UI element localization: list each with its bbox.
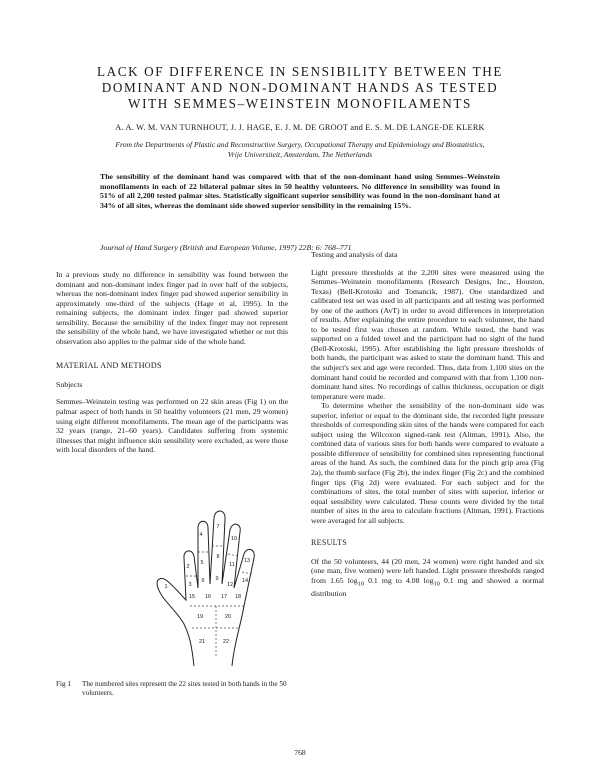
- hand-outline-diagram: [150, 488, 280, 668]
- results-paragraph: Of the 50 volunteers, 44 (20 men, 24 women) were right handed and six (one man, five women) were left handed. Light pressure thresholds ranged from 1.65 $\log_{10} 0.1$ mg to 4.08 $\log_{10} 0.1$ mg and showed a normal distribution: [311, 556, 544, 599]
- site-label-3: 3: [188, 582, 192, 588]
- journal-citation: Journal of Hand Surgery (British and European Volume, 1997) 22B: 6: 768–771: [100, 243, 352, 252]
- testing-paragraph-2: To determine whether the sensibility of the non-dominant side was superior, inferior or equal to the dominant side, the recorded light pressure thresholds of corresponding skin sites of the hands were compared for each subject using the Wilcoxon signed-rank test (Altman, 1991). Also, the combined data of various sites for both hands were compared to evaluate a possible difference of sensibility for combined sites representing functional areas of the hand. As such, the combined data for the pinch grip area (Fig 2a), the thumb surface (Fig 2b), the index finger (Fig 2c) and the combined finger tips (Fig 2d) were evaluated. For each subject and for the combinations of sites, the total number of sites with superior, inferior or equal sensibility were calculated. These counts were divided by the total number of sites in the area to calculate fractions (Altman, 1991). Fractions were averaged for all subjects.: [311, 401, 544, 525]
- testing-paragraph-1: Light pressure thresholds at the 2,200 sites were measured using the Semmes–Weinstein monofilaments (Research Designs, Inc., Houston, Texas) (Bell-Krotoski and Tomancik, 1987). One standardized and calibrated test set was used in all participants and all testing was performed by one of the authors (AvT) in order to avoid differences in interpretation of results. After explaining the entire procedure to each volunteer, the hand to be tested first was chosen at random. While tested, the hand was supported on a folded towel and the participant had no sight of the hand (Bell-Krotoski, 1995). After establishing the light pressure thresholds of both hands, the participant was asked to state the dominant hand. This and the subject's sex and age were recorded. Thus, data from 1,100 sites on the dominant hand could be recorded and compared with that from 1,100 non-dominant hand sites. No recordings of callus thickness, occupation or digit temperature were made.: [311, 267, 544, 401]
- site-label-4: 4: [199, 532, 203, 538]
- site-label-22: 22: [222, 639, 230, 645]
- site-label-12: 12: [226, 582, 234, 588]
- title-line-3: WITH SEMMES–WEINSTEIN MONOFILAMENTS: [128, 96, 472, 111]
- title-line-1: LACK OF DIFFERENCE IN SENSIBILITY BETWEEN THE: [96, 64, 504, 79]
- figure-label: Fig 1: [56, 680, 71, 688]
- section-heading-results: RESULTS: [311, 538, 348, 548]
- right-column: [311, 250, 544, 599]
- affiliation-line-1: From the Departments of Plastic and Reconstructive Surgery, Occupational Therapy and Epidemiology and Biostatistics,: [115, 140, 485, 149]
- site-label-20: 20: [224, 614, 232, 620]
- site-label-17: 17: [220, 594, 228, 600]
- hand-outline: [157, 511, 254, 666]
- article-title: [60, 64, 540, 112]
- site-label-8: 8: [216, 554, 220, 560]
- site-label-2: 2: [186, 564, 190, 570]
- abstract: The sensibility of the dominant hand was compared with that of the non-dominant hand using Semmes–Weinstein monofilaments in each of 22 bilateral palmar sites in 50 healthy volunteers. No difference in sensibility was found in 51% of all 2,200 tested palmar sites. Statistically significant superior sensibility was found in the non-dominant hand at 34% of all sites, whereas the dominant side showed superior sensibility in the remaining 15%.: [100, 172, 500, 211]
- hand-figure: [150, 488, 280, 668]
- site-label-16: 16: [204, 594, 212, 600]
- affiliation: [40, 140, 560, 160]
- site-label-13: 13: [243, 558, 251, 564]
- left-column: [56, 270, 288, 455]
- intro-paragraph: In a previous study no difference in sensibility was found between the dominant and non-dominant index finger pad in over half of the subjects, whereas the non-dominant index finger pad showed superior sensibility in approximately one-third of the subjects (Hage et al, 1995). In the remaining subjects, the dominant index finger pad showed superior sensibility. Because the sensibility of the index finger may not represent the sensibility of the whole hand, we have investigated whether or not this observation also applies to the palmar side of the whole hand.: [56, 270, 288, 346]
- site-label-5: 5: [200, 560, 204, 566]
- site-label-11: 11: [229, 562, 235, 568]
- site-label-9: 9: [215, 576, 219, 582]
- figure-caption-text: The numbered sites represent the 22 sites tested in both hands in the 50 volunteers.: [82, 680, 287, 697]
- figure-caption: [56, 680, 288, 698]
- title-line-2: DOMINANT AND NON-DOMINANT HANDS AS TESTED: [101, 80, 499, 95]
- site-label-14: 14: [241, 578, 249, 584]
- site-label-15: 15: [188, 594, 196, 600]
- site-label-21: 21: [198, 639, 206, 645]
- crease-line: [228, 554, 238, 556]
- page-number: 768: [294, 748, 306, 757]
- site-label-19: 19: [196, 614, 204, 620]
- author-list: A. A. W. M. VAN TURNHOUT, J. J. HAGE, E. J. M. DE GROOT and E. S. M. DE LANGE-DE KLERK: [115, 123, 485, 132]
- site-label-10: 10: [230, 536, 238, 542]
- section-heading-methods: MATERIAL AND METHODS: [56, 361, 162, 371]
- site-label-6: 6: [201, 578, 205, 584]
- subheading-testing: Testing and analysis of data: [311, 250, 398, 259]
- site-label-7: 7: [216, 524, 220, 530]
- site-label-1: 1: [164, 584, 168, 590]
- subheading-subjects: Subjects: [56, 379, 83, 389]
- affiliation-line-2: Vrije Universiteit, Amsterdam, The Netherlands: [227, 150, 373, 159]
- subjects-paragraph: Semmes–Weinstein testing was performed on 22 skin areas (Fig 1) on the palmar aspect of both hands in 50 healthy volunteers (21 men, 29 women) using eight different monofilaments. The mean age of the participants was 32 years (range, 21–60 years). Candidates suffering from systemic illnesses that might influence skin sensibility were excluded, as were those with local disorders of the hand.: [56, 397, 288, 455]
- site-label-18: 18: [234, 594, 242, 600]
